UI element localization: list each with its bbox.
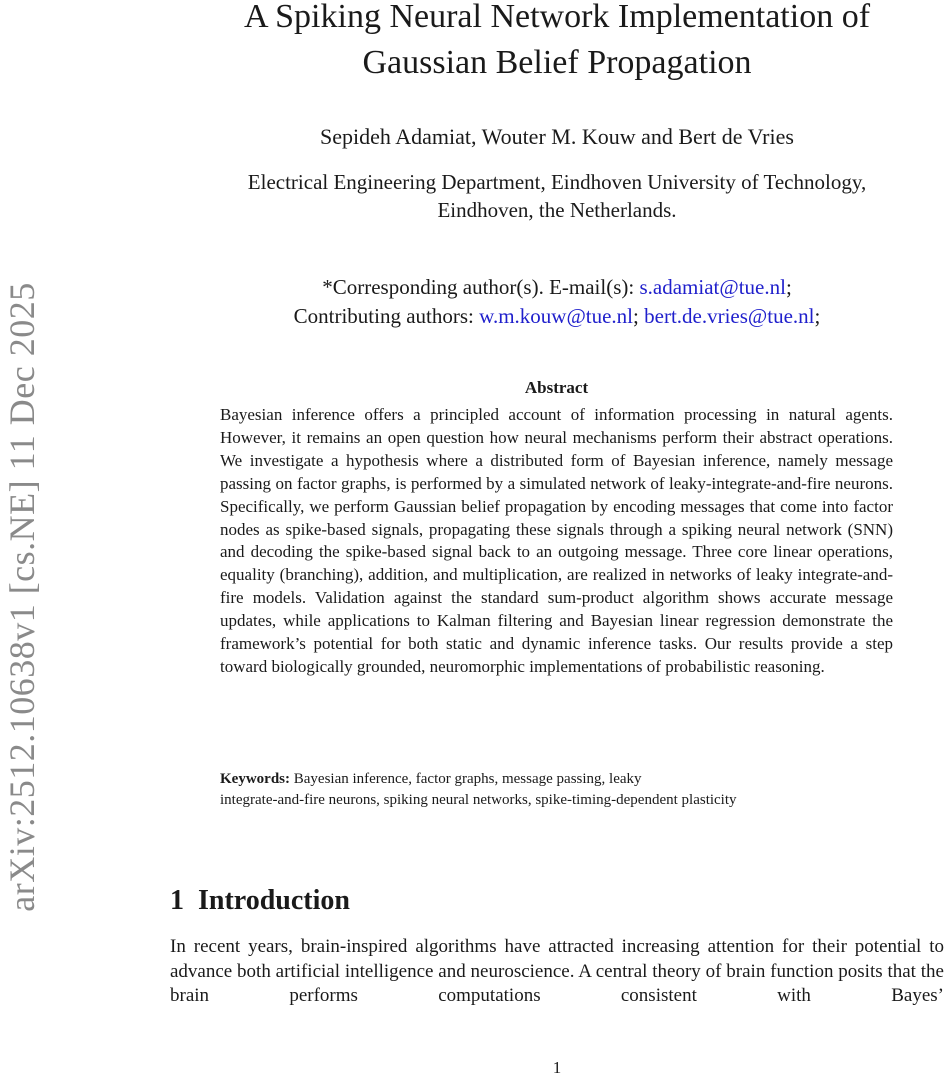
introduction-text: In recent years, brain-inspired algorithms have attracted increasing attention for their potential to advance both artificial intelligence and neuroscience. A central theory of brain function posits that the brain performs computations consistent with Bayes’ <box>170 936 944 1006</box>
contact-info <box>170 273 944 331</box>
keywords <box>220 769 893 811</box>
affiliation-line-2: Eindhoven, the Netherlands. <box>437 198 677 222</box>
corresponding-author-line <box>170 273 944 302</box>
contributing-authors-line <box>170 302 944 331</box>
keywords-line-2: integrate-and-fire neurons, spiking neural networks, spike-timing-dependent plasticity <box>220 792 737 808</box>
title-line-2: Gaussian Belief Propagation <box>362 44 752 81</box>
introduction-paragraph <box>170 935 944 1009</box>
title-line-1: A Spiking Neural Network Implementation of <box>243 0 871 35</box>
contributing-email-link-2[interactable]: bert.de.vries@tue.nl <box>644 304 815 328</box>
affiliation-line-1: Electrical Engineering Department, Eindhoven University of Technology, <box>247 170 867 194</box>
section-number: 1 <box>170 885 184 916</box>
arxiv-stamp <box>2 232 42 962</box>
keywords-line-1: Bayesian inference, factor graphs, message passing, leaky <box>290 771 642 787</box>
paper-title <box>170 0 944 86</box>
corresponding-email-link[interactable]: s.adamiat@tue.nl <box>639 275 786 299</box>
author-list: Sepideh Adamiat, Wouter M. Kouw and Bert de Vries <box>320 124 794 149</box>
arxiv-identifier: arXiv:2512.10638v1 [cs.NE] 11 Dec 2025 <box>2 282 42 912</box>
contributing-email-link-1[interactable]: w.m.kouw@tue.nl <box>479 304 634 328</box>
affiliation <box>170 168 944 224</box>
corresponding-label: *Corresponding author(s). E-mail(s): <box>322 275 640 299</box>
section-title: Introduction <box>198 885 350 916</box>
abstract-heading: Abstract <box>524 378 589 397</box>
punctuation: ; <box>814 304 821 328</box>
contributing-label: Contributing authors: <box>293 304 480 328</box>
punctuation: ; <box>633 304 645 328</box>
keywords-label: Keywords: <box>220 771 290 787</box>
page-number: 1 <box>552 1058 562 1077</box>
punctuation: ; <box>785 275 792 299</box>
section-heading <box>170 885 350 917</box>
abstract-body: Bayesian inference offers a principled account of information processing in natural agents. However, it remains an open question how neural mechanisms perform their abstract operations. We investigate a hypothesis where a distributed form of Bayesian inference, namely message passing on factor graphs, is performed by a simulated network of leaky-integrate-and-fire neurons. Specifically, we perform Gaussian belief propagation by encoding messages that come into factor nodes as spike-based signals, propagating these signals through a spiking neural network (SNN) and decoding the spike-based signal back to an outgoing message. Three core linear operations, equality (branching), addition, and multiplication, are realized in networks of leaky integrate-and-fire models. Validation against the standard sum-product algorithm shows accurate message updates, while applications to Kalman filtering and Bayesian linear regression demonstrate the framework’s potential for both static and dynamic inference tasks. Our results provide a step toward biologically grounded, neuromorphic implementations of probabilistic reasoning. <box>220 405 893 676</box>
